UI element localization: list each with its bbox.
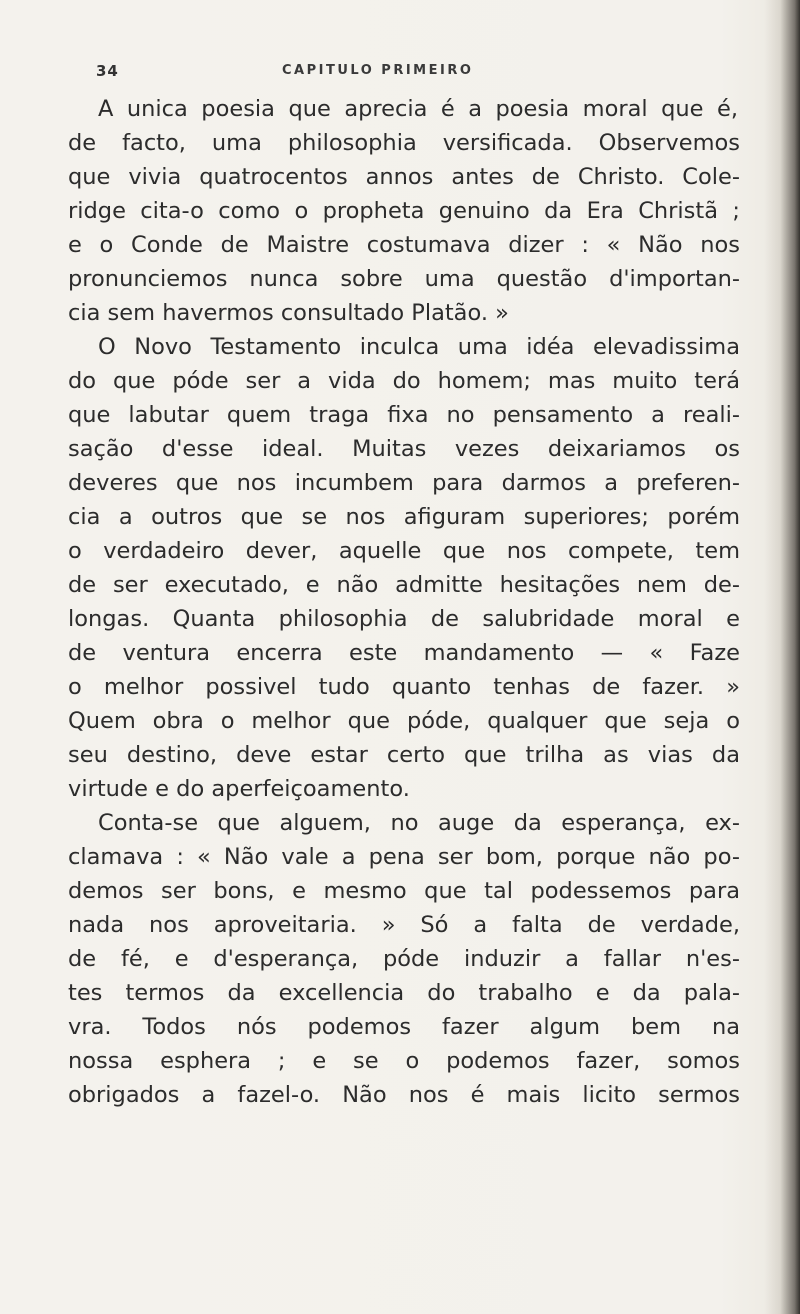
page-edge-shadow xyxy=(764,0,800,1314)
text-line: vra. Todos nós podemos fazer algum bem na xyxy=(68,1014,740,1040)
text-line: O Novo Testamento inculca uma idéa elevadissima xyxy=(98,334,740,360)
text-line: sação d'esse ideal. Muitas vezes deixariamos os xyxy=(68,436,740,462)
text-line: seu destino, deve estar certo que trilha as vias da xyxy=(68,742,740,768)
text-line: que labutar quem traga fixa no pensamento a reali- xyxy=(68,402,740,428)
page-header xyxy=(96,62,736,86)
page-number: 34 xyxy=(96,62,119,80)
text-line: longas. Quanta philosophia de salubridade moral e xyxy=(68,606,740,632)
text-line: que vivia quatrocentos annos antes de Christo. Cole- xyxy=(68,164,740,190)
text-line: nossa esphera ; e se o podemos fazer, somos xyxy=(68,1048,740,1074)
text-line: e o Conde de Maistre costumava dizer : « Não nos xyxy=(68,232,740,258)
text-line: Quem obra o melhor que póde, qualquer que seja o xyxy=(68,708,740,734)
text-line: ridge cita-o como o propheta genuino da Era Christã ; xyxy=(68,198,740,224)
text-line: cia a outros que se nos afiguram superiores; porém xyxy=(68,504,740,530)
text-line: de fé, e d'esperança, póde induzir a fallar n'es- xyxy=(68,946,740,972)
running-head: CAPITULO PRIMEIRO xyxy=(282,63,474,78)
text-line: nada nos aproveitaria. » Só a falta de verdade, xyxy=(68,912,740,938)
text-line: cia sem havermos consultado Platão. » xyxy=(68,300,509,326)
text-line: demos ser bons, e mesmo que tal podessemos para xyxy=(68,878,740,904)
text-line: de facto, uma philosophia versificada. Observemos xyxy=(68,130,740,156)
text-line: de ser executado, e não admitte hesitações nem de- xyxy=(68,572,740,598)
text-line: de ventura encerra este mandamento — « Faze xyxy=(68,640,740,666)
text-line: A unica poesia que aprecia é a poesia moral que é, xyxy=(98,96,738,122)
text-line: o melhor possivel tudo quanto tenhas de fazer. » xyxy=(68,674,740,700)
text-line: do que póde ser a vida do homem; mas muito terá xyxy=(68,368,740,394)
text-line: virtude e do aperfeiçoamento. xyxy=(68,776,410,802)
text-line: Conta-se que alguem, no auge da esperança, ex- xyxy=(98,810,740,836)
text-line: tes termos da excellencia do trabalho e da pala- xyxy=(68,980,740,1006)
text-line: o verdadeiro dever, aquelle que nos compete, tem xyxy=(68,538,740,564)
text-line: obrigados a fazel-o. Não nos é mais licito sermos xyxy=(68,1082,740,1108)
text-line: clamava : « Não vale a pena ser bom, porque não po- xyxy=(68,844,740,870)
text-line: pronunciemos nunca sobre uma questão d'importan- xyxy=(68,266,740,292)
text-line: deveres que nos incumbem para darmos a preferen- xyxy=(68,470,740,496)
